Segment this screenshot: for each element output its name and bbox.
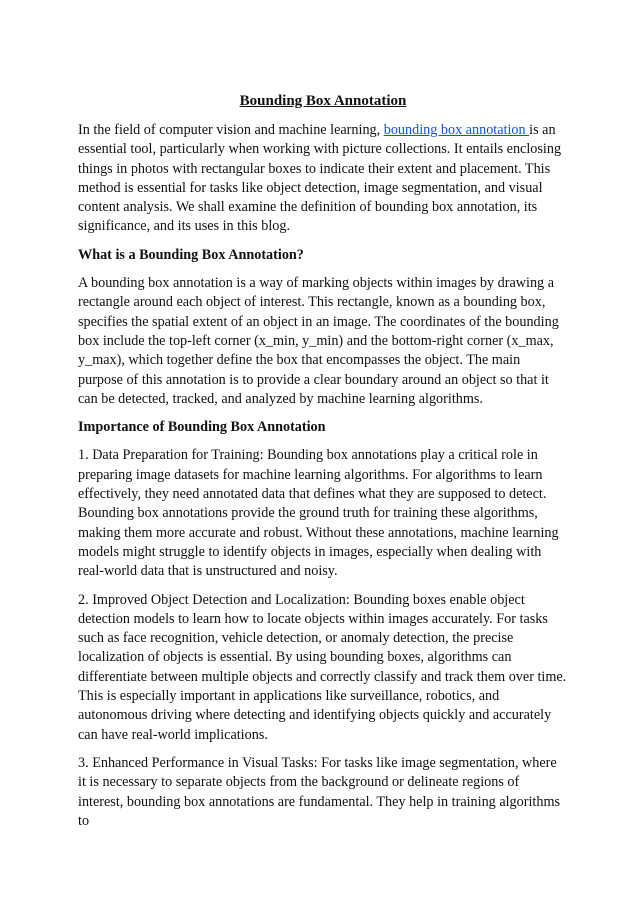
importance-point-visual-tasks: 3. Enhanced Performance in Visual Tasks: For tasks like image segmentation, where it is necessary to separate objects from the background or delineate regions of interest, bounding box annotations are fundamental. They help in training algorithms to xyxy=(78,754,561,829)
importance-point-data-preparation: 1. Data Preparation for Training: Bounding box annotations play a critical role in preparing image datasets for machine learning algorithms. For algorithms to learn effectively, they need annotated data that defines what they are supposed to detect. Bounding box annotations provide the ground truth for training these algorithms, making them more accurate and robust. Without these annotations, machine learning models might struggle to identify objects in images, especially when dealing with real-world data that is unstructured and noisy. xyxy=(78,447,559,580)
bounding-box-annotation-link[interactable]: bounding box annotation xyxy=(383,122,530,138)
intro-text-before-link: In the field of computer vision and machine learning, xyxy=(78,122,384,138)
section-body-what-is: A bounding box annotation is a way of marking objects within images by drawing a rectangle around each object of interest. This rectangle, known as a bounding box, specifies the spatial extent of an object in an image. The coordinates of the bounding box include the top-left corner (x_min, y_min) and the bottom-right corner (x_max, y_max), which together define the box that encompasses the object. The main purpose of this annotation is to provide a clear boundary around an object so that it can be detected, tracked, and analyzed by machine learning algorithms. xyxy=(78,275,559,407)
intro-text-after-link: is an essential tool, particularly when working with picture collections. It entails enclosing things in photos with rectangular boxes to indicate their extent and placement. This method is essential for tasks like object detection, image segmentation, and visual content analysis. We shall examine the definition of bounding box annotation, its significance, and its uses in this blog. xyxy=(78,122,562,235)
document-title: Bounding Box Annotation xyxy=(239,93,407,109)
intro-paragraph xyxy=(78,121,568,237)
document-content xyxy=(78,91,568,840)
section-heading-importance: Importance of Bounding Box Annotation xyxy=(78,419,326,436)
importance-point-object-detection: 2. Improved Object Detection and Localization: Bounding boxes enable object detection models to learn how to locate objects within images accurately. For tasks such as face recognition, vehicle detection, or anomaly detection, the precise localization of objects is essential. By using bounding boxes, algorithms can differentiate between multiple objects and correctly classify and track them over time. This is especially important in applications like surveillance, robotics, and autonomous driving where detecting and identifying objects quickly and accurately can have real-world implications. xyxy=(78,591,567,743)
section-heading-what-is: What is a Bounding Box Annotation? xyxy=(78,246,304,263)
